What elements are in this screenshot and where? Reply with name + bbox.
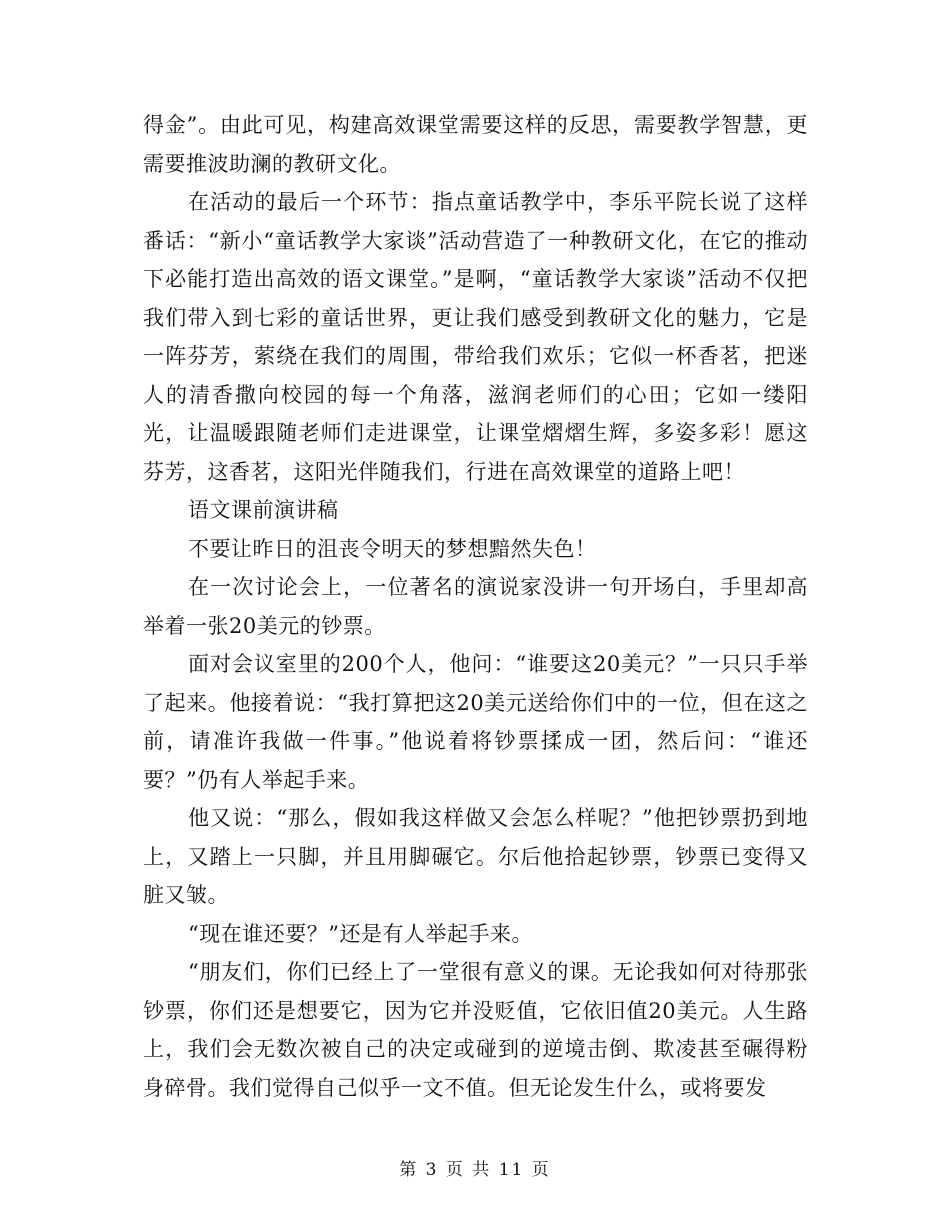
paragraph-8: “现在谁还要？”还是有人举起手来。 [188,921,533,946]
current-page-number: 3 [425,1160,439,1180]
paragraph-6: 面对会议室里的200个人，他问：“谁要这20美元？”一只只手举了起来。他接着说：“我打算把这20美元送给你们中的一位，但在这之前，请准许我做一件事。”他说着将钞票揉成一团，然后问：“谁还要？”仍有人举起手来。 [143,652,808,792]
total-pages-number: 11 [498,1160,525,1180]
document-body [143,106,808,1107]
paragraph-5: 在一次讨论会上，一位著名的演说家没讲一句开场白，手里却高举着一张20美元的钞票。 [143,575,808,638]
footer-suffix: 页 [531,1160,551,1180]
paragraph-2: 在活动的最后一个环节：指点童话教学中，李乐平院长说了这样番话：“新小“童话教学大家谈”活动营造了一种教研文化，在它的推动下必能打造出高效的语文课堂。”是啊，“童话教学大家谈”活动不仅把我们带入到七彩的童话世界，更让我们感受到教研文化的魅力，它是一阵芬芳，萦绕在我们的周围，带给我们欢乐；它似一杯香茗，把迷人的清香撒向校园的每一个角落，滋润老师们的心田；它如一缕阳光，让温暖跟随老师们走进课堂，让课堂熠熠生辉，多姿多彩！愿这芬芳，这香茗，这阳光伴随我们，行进在高效课堂的道路上吧！ [143,190,808,484]
paragraph-1: 得金”。由此可见，构建高效课堂需要这样的反思，需要教学智慧，更需要推波助澜的教研文化。 [143,113,808,176]
footer-prefix: 第 [399,1160,419,1180]
paragraph-9: “朋友们，你们已经上了一堂很有意义的课。无论我如何对待那张钞票，你们还是想要它，因为它并没贬值，它依旧值20美元。人生路上，我们会无数次被自己的决定或碰到的逆境击倒、欺凌甚至碾得粉身碎骨。我们觉得自己似乎一文不值。但无论发生什么，或将要发 [143,960,808,1100]
speech-title: 不要让昨日的沮丧令明天的梦想黯然失色！ [188,536,597,561]
page-footer [0,1155,950,1180]
paragraph-7: 他又说：“那么，假如我这样做又会怎么样呢？”他把钞票扔到地上，又踏上一只脚，并且用脚碾它。尔后他拾起钞票，钞票已变得又脏又皱。 [143,806,808,907]
section-title: 语文课前演讲稿 [188,498,339,522]
footer-middle: 页 共 [445,1160,492,1180]
